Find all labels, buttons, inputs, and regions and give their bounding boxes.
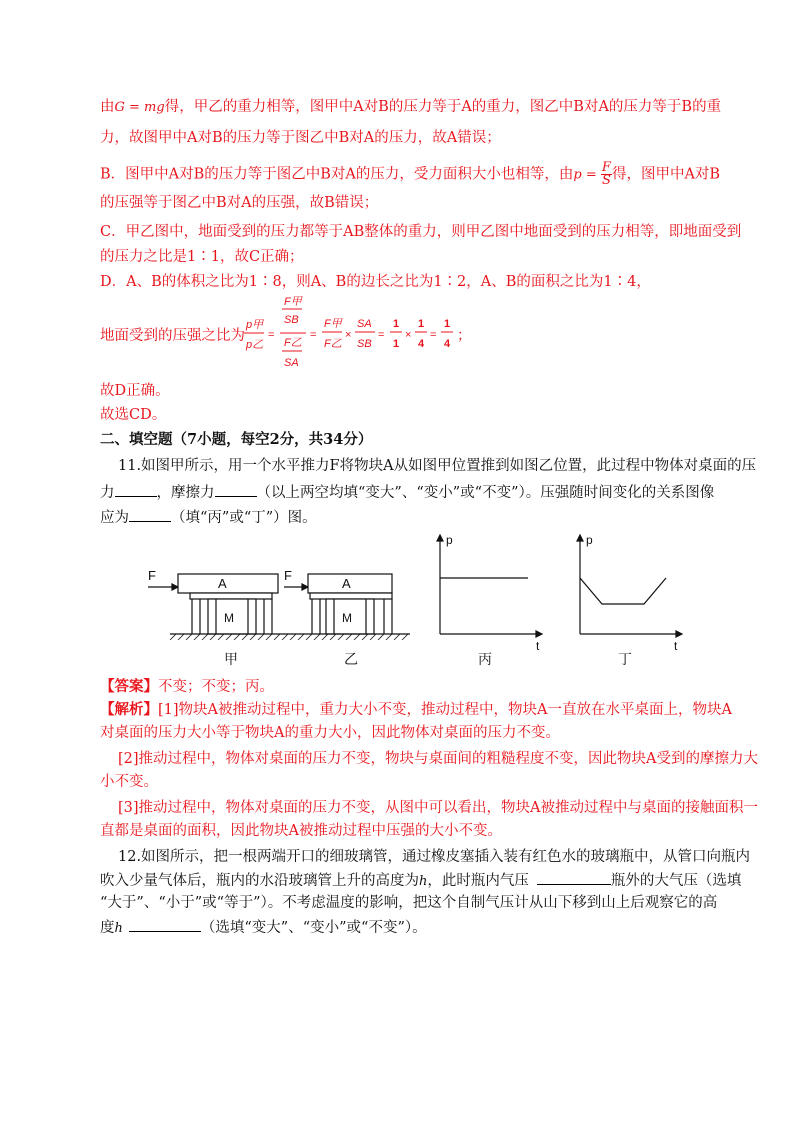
analysis-line-2: 对桌面的压力大小等于物块A的重力大小，因此物体对桌面的压力不变。 (100, 725, 560, 741)
force-label-jia: F (148, 568, 156, 583)
q11-line-1: 11.如图甲所示，用一个水平推力F将物块A从如图甲位置推到如图乙位置，此过程中物体对桌面的压 (118, 458, 757, 474)
F-yi-2: F乙 (324, 338, 342, 350)
solution-line-7: D．A、B的体积之比为1∶8，则A、B的边长之比为1∶2，A、B的面积之比为1∶4， (100, 274, 651, 290)
caption-bing: 丙 (478, 651, 492, 667)
solution-line-9: 故D正确。 (100, 383, 170, 399)
eq-3: = (378, 329, 385, 341)
q11-line-3: 应为 （填“丙”或“丁”）图。 (100, 507, 317, 528)
formula-end: ； (457, 328, 472, 344)
eq-4: = (430, 329, 437, 341)
solution-line-2: 力，故图甲中A对B的压力等于图乙中B对A的压力，故A错误； (100, 130, 501, 146)
num-1c: 1 (444, 318, 451, 330)
eq-1: = (268, 329, 275, 341)
num-1a: 1 (393, 318, 400, 330)
q11-blank-3[interactable] (129, 507, 171, 522)
q11-figure (140, 530, 700, 670)
times-1: × (345, 329, 352, 341)
num-1b: 1 (418, 318, 425, 330)
solution-line-1: 由G = mg得，甲乙的重力相等，图甲中A对B的压力等于A的重力，图乙中B对A的压力等于B的重 (100, 99, 722, 115)
times-2: × (405, 329, 412, 341)
graph-ding-x: t (674, 639, 678, 653)
S-A-2: SA (357, 318, 372, 330)
analysis-line-1: 【解析】[1]物块A被推动过程中，重力大小不变，推动过程中，物块A一直放在水平桌面上，物块A (100, 701, 732, 718)
section-title: 二、填空题（7小题，每空2分，共34分） (100, 431, 373, 448)
q11-blank-1[interactable] (115, 482, 157, 497)
solution-line-3: B．图甲中A对B的压力等于图乙中B对A的压力，受力面积大小也相等，由p = $\frac{F}{S}$ 得，图甲中A对B (100, 160, 721, 188)
den-4b: 4 (444, 338, 451, 350)
q12-line-4: 度h （选填“变大”、“变小”或“不变”）。 (100, 917, 427, 939)
graph-ding-line (580, 578, 666, 604)
den-1a: 1 (393, 338, 400, 350)
F-jia-2: F甲 (324, 318, 342, 330)
q11-blank-2[interactable] (215, 482, 257, 497)
block-label-jia: A (218, 576, 227, 591)
F-jia: F甲 (284, 296, 302, 308)
S-A: SA (284, 357, 299, 369)
q11-line-2: 力 ，摩擦力 （以上两空均填“变大”、“变小”或“不变”）。压强随时间变化的关系图像 (100, 482, 714, 503)
pressure-ratio-formula (244, 296, 464, 376)
graph-bing-x: t (536, 639, 540, 653)
solution-line-4: 的压强等于图乙中B对A的压强，故B错误； (100, 195, 379, 211)
answer-line: 【答案】不变；不变；丙。 (100, 678, 274, 695)
p-jia: p甲 (246, 319, 264, 331)
S-B: SB (284, 314, 299, 326)
den-4a: 4 (418, 338, 425, 350)
q12-line-1: 12.如图所示，把一根两端开口的细玻璃管，通过橡皮塞插入装有红色水的玻璃瓶中，从管口向瓶内 (118, 849, 751, 865)
caption-jia: 甲 (224, 651, 238, 667)
analysis-line-4: 小不变。 (100, 774, 158, 790)
graph-ding-y: p (586, 533, 593, 547)
q12-line-2: 吹入少量气体后，瓶内的水沿玻璃管上升的高度为h，此时瓶内气压 瓶外的大气压（选填 (100, 870, 741, 892)
analysis-line-3: [2]推动过程中，物体对桌面的压力不变，物块与桌面间的粗糙程度不变，因此物块A受到的摩擦力大 (118, 751, 759, 767)
table-label-yi: M (342, 611, 352, 625)
q12-line-3: “大于”、“小于”或“等于”）。不考虑温度的影响，把这个自制气压计从山下移到山上后观察它的高 (100, 895, 718, 911)
S-B-2: SB (357, 338, 372, 350)
solution-line-10: 故选CD。 (100, 407, 167, 423)
figure-jia (148, 568, 290, 667)
eq-2: = (310, 329, 317, 341)
caption-ding: 丁 (618, 651, 632, 667)
q12-blank-2[interactable] (129, 917, 201, 932)
block-label-yi: A (342, 576, 351, 591)
graph-ding (577, 533, 682, 667)
analysis-line-5: [3]推动过程中，物体对桌面的压力不变，从图中可以看出，物块A被推动过程中与桌面的接触面积一 (118, 800, 759, 816)
graph-bing (437, 533, 542, 667)
solution-line-5: C．甲乙图中，地面受到的压力都等于AB整体的重力，则甲乙图中地面受到的压力相等，即地面受到 (100, 224, 742, 240)
solution-line-6: 的压力之比是1∶1，故C正确； (100, 249, 304, 265)
p-yi: p乙 (246, 339, 264, 351)
figure-yi (284, 568, 410, 667)
F-yi: F乙 (284, 337, 302, 349)
caption-yi: 乙 (344, 651, 358, 667)
force-label-yi: F (284, 568, 292, 583)
graph-bing-y: p (446, 533, 453, 547)
analysis-line-6: 直都是桌面的面积，因此物块A被推动过程中压强的大小不变。 (100, 823, 502, 839)
table-label-jia: M (224, 611, 234, 625)
q12-blank-1[interactable] (537, 870, 611, 885)
solution-line-8: 地面受到的压强之比为 (100, 328, 245, 344)
fraction-F-over-S: $\frac{F}{S}$ (601, 160, 611, 188)
